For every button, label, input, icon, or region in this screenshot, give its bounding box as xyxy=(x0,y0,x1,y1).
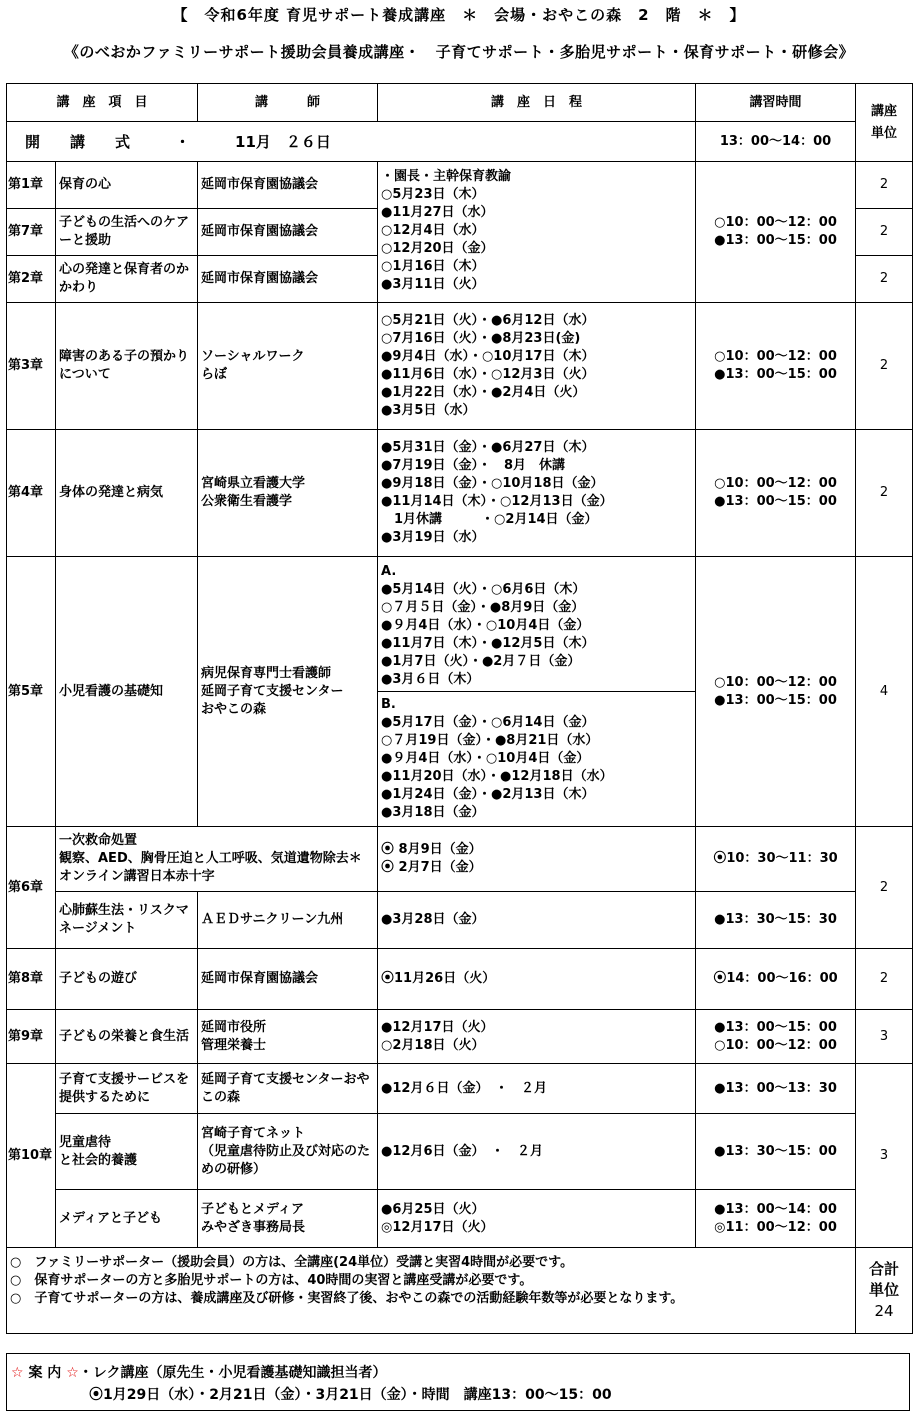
course-schedule: ●12月６日（金） ・ ２月 xyxy=(378,1064,696,1114)
course-title: 児童虐待 と社会的養護 xyxy=(56,1114,198,1190)
course-title: 子どもの遊び xyxy=(56,949,198,1010)
page-title: 【 令和6年度 育児サポート養成講座 ＊ 会場・おやこの森 2 階 ＊ 】 xyxy=(172,6,746,24)
course-teacher: 病児保育専門士看護師 延岡子育て支援センター おやこの森 xyxy=(198,557,378,827)
course-unit: 2 xyxy=(856,256,913,303)
course-schedule: ●12月17日（火） ○2月18日（火） xyxy=(378,1010,696,1064)
course-time: ○10：00～12：00 ●13：00～15：00 xyxy=(696,557,856,827)
info-line2: ⦿1月29日（水）・2月21日（金）・3月21日（金）・時間 講座13：00～15：00 xyxy=(89,1387,612,1403)
total-label: 合計 単位 xyxy=(869,1260,900,1299)
course-time: ⦿10：30～11：30 xyxy=(696,827,856,892)
notes xyxy=(7,1248,856,1334)
header-schedule: 講 座 日 程 xyxy=(378,84,696,122)
course-teacher: 延岡市役所 管理栄養士 xyxy=(198,1010,378,1064)
chapter-label: 第6章 xyxy=(7,827,56,949)
chapter-label: 第9章 xyxy=(7,1010,56,1064)
course-title: 保育の心 xyxy=(56,162,198,209)
course-title: 身体の発達と病気 xyxy=(56,430,198,557)
course-schedule: ⦿ 8月9日（金） ⦿ 2月7日（金） xyxy=(378,827,696,892)
course-time: ●13：30～15：30 xyxy=(696,892,856,949)
chapter-label: 第5章 xyxy=(7,557,56,827)
note-item: ○ ファミリーサポーター（援助会員）の方は、全講座(24単位）受講と実習4時間が必要です。 xyxy=(10,1255,574,1270)
course-teacher: 宮崎子育てネット （児童虐待防止及び対応のための研修） xyxy=(198,1114,378,1190)
note-item: ○ 子育てサポーターの方は、養成講座及び研修・実習終了後、おやこの森での活動経験年数等が必要となります。 xyxy=(10,1291,684,1306)
header-unit: 講座 単位 xyxy=(856,84,913,162)
course-time: ○10：00～12：00 ●13：00～15：00 xyxy=(696,303,856,430)
course-teacher: 延岡市保育園協議会 xyxy=(198,209,378,256)
chapter-label: 第3章 xyxy=(7,303,56,430)
course-teacher: 子どもとメディア みやざき事務局長 xyxy=(198,1190,378,1248)
course-teacher: ＡＥＤサニクリーン九州 xyxy=(198,892,378,949)
course-title: 子育て支援サービスを提供するために xyxy=(56,1064,198,1114)
course-schedule: ●12月6日（金） ・ ２月 xyxy=(378,1114,696,1190)
course-title: 子どもの生活へのケアーと援助 xyxy=(56,209,198,256)
course-schedule: ●5月31日（金）・●6月27日（木） ●7月19日（金）・ 8月 休講 ●9月18日（金）・○10月18日（金） ●11月14日（木）・○12月13日（金） 1月休講 ・○2月14日（金） ●3月19日（水） xyxy=(378,430,696,557)
course-table xyxy=(6,83,913,1334)
info-heading xyxy=(11,1362,386,1382)
page-subtitle: 《のべおかファミリーサポート援助会員養成講座・ 子育てサポート・多胎児サポート・保育サポート・研修会》 xyxy=(63,43,855,61)
course-schedule: ・園長・主幹保育教諭 ○5月23日（木） ●11月27日（水） ○12月4日（水） ○12月20日（金） ○1月16日（木） ●3月11日（火） xyxy=(378,162,696,303)
course-time: ●13：00～15：00 ○10：00～12：00 xyxy=(696,1010,856,1064)
chapter-label: 第8章 xyxy=(7,949,56,1010)
course-schedule-a: A. ●5月14日（火）・○6月6日（木） ○７月５日（金）・●8月9日（金） ●９月4日（水）・○10月4日（金） ●11月7日（木）・●12月5日（木） ●1月7日（火）・●2月７日（金） ●3月６日（木） xyxy=(378,557,696,692)
course-unit: 3 xyxy=(856,1010,913,1064)
course-title: 障害のある子の預かりについて xyxy=(56,303,198,430)
chapter-label: 第7章 xyxy=(7,209,56,256)
course-teacher: 延岡子育て支援センターおやこの森 xyxy=(198,1064,378,1114)
course-title: 心の発達と保育者のかかわり xyxy=(56,256,198,303)
info-line1: ・レク講座（原先生・小児看護基礎知識担当者） xyxy=(78,1365,387,1381)
opening-ceremony: 開 講 式 ・ 11月 ２６日 xyxy=(7,122,696,162)
course-title: 小児看護の基礎知 xyxy=(56,557,198,827)
total-units xyxy=(856,1248,913,1334)
course-schedule-b: B. ●5月17日（金）・○6月14日（金） ○７月19日（金）・●8月21日（水） ●９月4日（水）・○10月4日（金） ●11月20日（水）・●12月18日（水） ●1月24日（金）・●2月13日（木） ●3月18日（金） xyxy=(378,692,696,827)
course-title: メディアと子ども xyxy=(56,1190,198,1248)
course-time: ●13：30～15：00 xyxy=(696,1114,856,1190)
course-teacher: ソーシャルワーク らぼ xyxy=(198,303,378,430)
course-title: 心肺蘇生法・リスクマネージメント xyxy=(56,892,198,949)
opening-time: 13：00～14：00 xyxy=(696,122,856,162)
star-icon: ☆ xyxy=(66,1365,79,1381)
course-teacher: 宮崎県立看護大学 公衆衛生看護学 xyxy=(198,430,378,557)
course-unit: 2 xyxy=(856,162,913,209)
course-time: ○10：00～12：00 ●13：00～15：00 xyxy=(696,162,856,303)
star-icon: ☆ xyxy=(11,1365,24,1381)
course-time: ●13：00～14：00 ◎11：00～12：00 xyxy=(696,1190,856,1248)
course-title: 子どもの栄養と食生活 xyxy=(56,1010,198,1064)
course-teacher: 延岡市保育園協議会 xyxy=(198,949,378,1010)
course-schedule: ○5月21日（火）・●6月12日（水） ○7月16日（火）・●8月23日(金) ●9月4日（水）・○10月17日（木） ●11月6日（水）・○12月3日（火） ●1月22日（水）・●2月4日（火） ●3月5日（水） xyxy=(378,303,696,430)
course-time: ⦿14：00～16：00 xyxy=(696,949,856,1010)
info-box xyxy=(6,1353,910,1411)
course-teacher: 延岡市保育園協議会 xyxy=(198,256,378,303)
chapter-label: 第2章 xyxy=(7,256,56,303)
chapter-label: 第1章 xyxy=(7,162,56,209)
course-schedule: ●3月28日（金） xyxy=(378,892,696,949)
note-item: ○ 保育サポーターの方と多胎児サポートの方は、40時間の実習と講座受講が必要です。 xyxy=(10,1273,533,1288)
course-schedule: ●6月25日（火） ◎12月17日（火） xyxy=(378,1190,696,1248)
course-unit: 2 xyxy=(856,303,913,430)
header-time: 講習時間 xyxy=(696,84,856,122)
course-unit: 4 xyxy=(856,557,913,827)
course-schedule: ⦿11月26日（火） xyxy=(378,949,696,1010)
course-unit: 2 xyxy=(856,209,913,256)
course-unit: 2 xyxy=(856,430,913,557)
course-unit: 2 xyxy=(856,949,913,1010)
course-time: ○10：00～12：00 ●13：00～15：00 xyxy=(696,430,856,557)
course-unit: 3 xyxy=(856,1064,913,1248)
info-label: 案 内 xyxy=(28,1365,62,1381)
total-value: 24 xyxy=(874,1302,894,1320)
course-unit: 2 xyxy=(856,827,913,949)
chapter-label: 第4章 xyxy=(7,430,56,557)
course-title: 一次救命処置 観察、AED、胸骨圧迫と人工呼吸、気道遺物除去＊オンライン講習日本赤十字 xyxy=(56,827,378,892)
course-teacher: 延岡市保育園協議会 xyxy=(198,162,378,209)
header-teacher: 講 師 xyxy=(198,84,378,122)
course-time: ●13：00～13：30 xyxy=(696,1064,856,1114)
header-item: 講 座 項 目 xyxy=(7,84,198,122)
chapter-label: 第10章 xyxy=(7,1064,56,1248)
